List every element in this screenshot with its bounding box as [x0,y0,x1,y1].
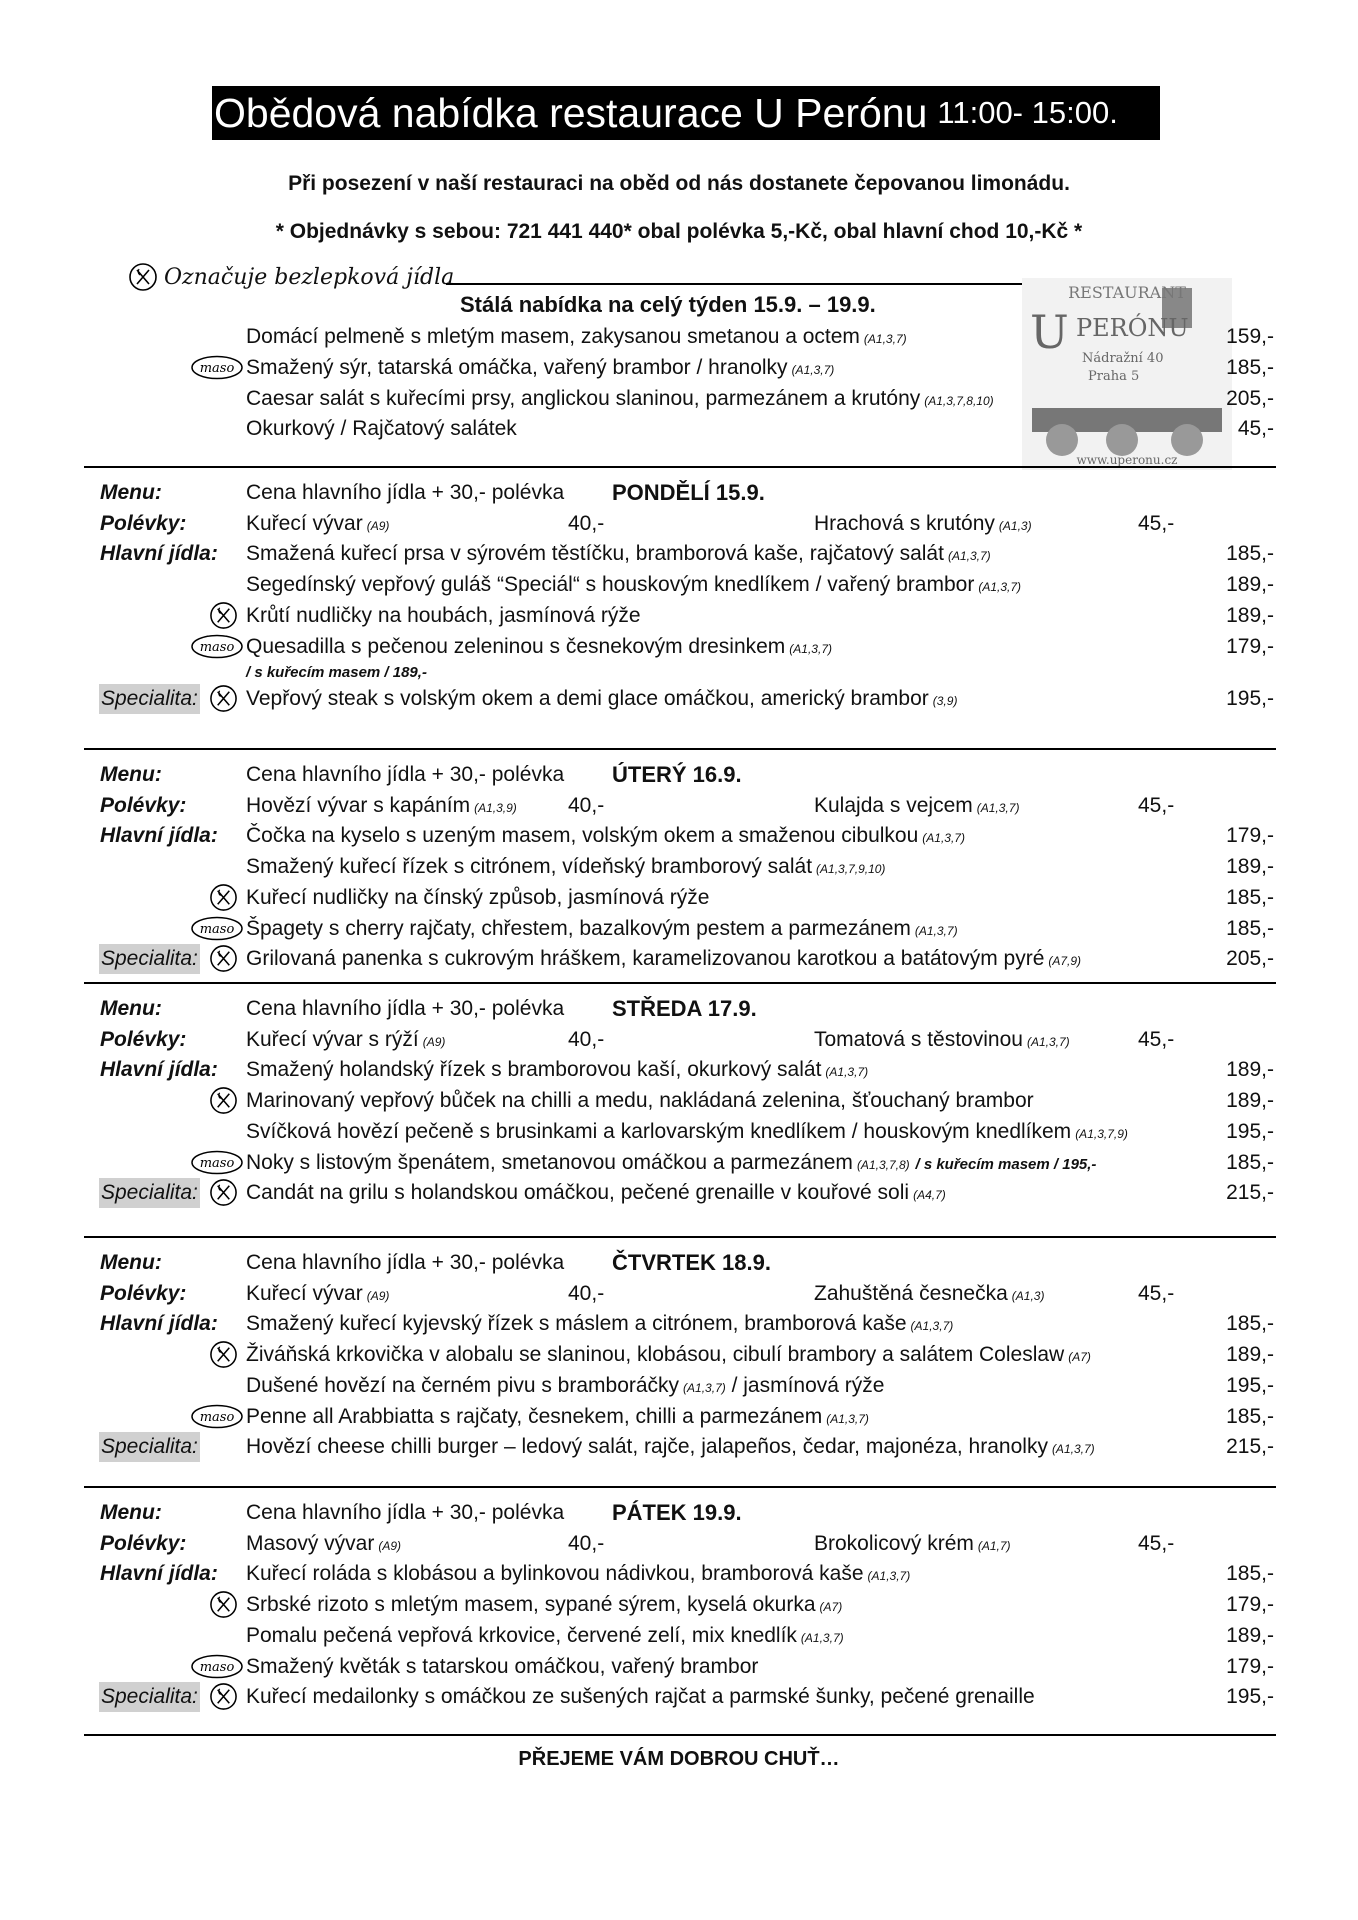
main-dish-row [0,1340,1358,1370]
svg-text:maso: maso [199,639,235,655]
dish-price: 189,- [1226,573,1274,597]
mains-label: Hlavní jídla: [100,824,218,848]
dish-price: 179,- [1226,634,1274,658]
soups-label: Polévky: [100,1531,187,1555]
maso-badge-icon [190,1404,244,1429]
dish-price: 195,- [1226,1373,1274,1397]
weekly-offer-title: Stálá nabídka na celý týden 15.9. – 19.9. [460,292,876,317]
soup-1: Masový vývar (A9) [246,1531,402,1555]
dish-price: 179,- [1226,824,1274,848]
main-dish-row [0,914,1358,944]
menu-price-text: Cena hlavního jídla + 30,- polévka [246,1251,565,1274]
dish-name: Okurkový / Rajčatový salátek [246,417,517,440]
page-title [212,86,1160,140]
main-dish-row [0,883,1358,913]
gluten-free-icon [209,1086,238,1115]
gluten-free-icon [209,1340,238,1369]
special-row [0,1178,1358,1208]
dish-price: 215,- [1226,1435,1274,1459]
menu-row [0,760,1358,790]
soups-label: Polévky: [100,1027,187,1051]
soups-row [0,791,1358,821]
dish-name: Krůtí nudličky na houbách, jasmínová rýže [246,603,641,627]
soups-label: Polévky: [100,793,187,817]
svg-text:maso: maso [199,921,235,937]
dish-price: 205,- [1226,387,1274,410]
dish-price: 189,- [1226,1089,1274,1113]
dish-name: Quesadilla s pečenou zeleninou s česnekovým dresinkem (A1,3,7) [246,634,832,658]
dish-name: Domácí pelmeně s mletým masem, zakysanou smetanou a octem (A1,3,7) [246,325,907,348]
special-row [0,1682,1358,1712]
special-row [0,684,1358,714]
dish-name: Čočka na kyselo s uzeným masem, volským okem a smaženou cibulkou (A1,3,7) [246,824,965,848]
soups-row [0,1279,1358,1309]
main-dish-row [0,821,1358,851]
maso-badge-icon [190,355,244,380]
maso-badge-icon [190,1654,244,1679]
soups-row [0,509,1358,539]
mains-label: Hlavní jídla: [100,1058,218,1082]
dish-name: Smažený květák s tatarskou omáčkou, vařený brambor [246,1654,759,1678]
soup-2: Tomatová s těstovinou (A1,3,7) [814,1027,1070,1051]
menu-price-text: Cena hlavního jídla + 30,- polévka [246,997,565,1020]
dish-name: Marinovaný vepřový bůček na chilli a medu, nakládaná zelenina, šťouchaný brambor [246,1089,1034,1113]
soup-1-price: 40,- [568,1281,605,1305]
dish-name: Smažený sýr, tatarská omáčka, vařený brambor / hranolky (A1,3,7) [246,356,835,379]
dish-name: Pomalu pečená vepřová krkovice, červené zelí, mix knedlík (A1,3,7) [246,1623,844,1647]
menu-label: Menu: [100,481,162,504]
main-dish-row [0,1086,1358,1116]
weekly-item [0,414,1358,444]
menu-label: Menu: [100,1501,162,1524]
special-label: Specialita: [99,944,200,974]
special-label: Specialita: [99,684,200,714]
special-row [0,944,1358,974]
main-dish-row [0,1148,1358,1178]
dish-name: Kuřecí nudličky na čínský způsob, jasmínová rýže [246,885,710,909]
dish-price: 189,- [1226,1623,1274,1647]
intro-takeaway: * Objednávky s sebou: 721 441 440* obal polévka 5,-Kč, obal hlavní chod 10,-Kč * [275,220,1083,243]
dish-name: Kuřecí roláda s klobásou a bylinkovou nádivkou, bramborová kaše (A1,3,7) [246,1562,911,1586]
dish-name: Caesar salát s kuřecími prsy, anglickou slaninou, parmezánem a krutóny (A1,3,7,8,10) [246,387,994,410]
logo-restaurant: RESTAURANT [1068,283,1186,302]
soup-1: Kuřecí vývar (A9) [246,511,390,535]
main-dish-row [0,1055,1358,1085]
menu-row [0,478,1358,508]
soup-2: Zahuštěná česnečka (A1,3) [814,1281,1045,1305]
dish-price: 185,- [1226,885,1274,909]
dish-name: Grilovaná panenka s cukrovým hráškem, karamelizovanou karotkou a batátovým pyré (A7,9) [246,947,1082,971]
special-label: Specialita: [99,1682,200,1712]
dish-price: 159,- [1226,325,1274,348]
soup-2-price: 45,- [1138,1027,1175,1051]
menu-row [0,994,1358,1024]
dish-name: Špagety s cherry rajčaty, chřestem, bazalkovým pestem a parmezánem (A1,3,7) [246,916,958,940]
soup-2-price: 45,- [1138,1281,1175,1305]
mains-label: Hlavní jídla: [100,1312,218,1336]
dish-price: 195,- [1226,1119,1274,1143]
menu-label: Menu: [100,997,162,1020]
soup-2-price: 45,- [1138,1531,1175,1555]
section-divider [84,1236,1276,1238]
section-divider [84,982,1276,984]
dish-name: Svíčková hovězí pečeně s brusinkami a karlovarským knedlíkem / houskovým knedlíkem (A1,3,7,9) [246,1119,1128,1143]
section-divider [84,466,1276,468]
menu-row [0,1498,1358,1528]
dish-price: 185,- [1226,356,1274,379]
main-dish-row [0,1559,1358,1589]
maso-badge-icon [190,634,244,659]
dish-name: Smažená kuřecí prsa v sýrovém těstíčku, bramborová kaše, rajčatový salát (A1,3,7) [246,542,991,566]
dish-price: 185,- [1226,1404,1274,1428]
soup-1-price: 40,- [568,793,605,817]
dish-price: 45,- [1237,417,1274,440]
soups-row [0,1529,1358,1559]
soup-1-price: 40,- [568,1027,605,1051]
title-main: Obědová nabídka restaurace U Perónu [214,89,928,136]
maso-badge-icon [190,1150,244,1175]
day-heading: ÚTERÝ 16.9. [612,762,742,787]
gluten-free-icon [209,883,238,912]
dish-price: 189,- [1226,1343,1274,1367]
soup-2-price: 45,- [1138,511,1175,535]
gluten-free-icon [128,262,158,292]
dish-name: Dušené hovězí na černém pivu s bramboráčky (A1,3,7) / jasmínová rýže [246,1373,885,1397]
dish-price: 185,- [1226,1562,1274,1586]
day-heading: PONDĚLÍ 15.9. [612,480,765,505]
day-heading: PÁTEK 19.9. [612,1500,742,1525]
sub-note: / s kuřecím masem / 189,- [246,664,427,682]
dish-name: Smažený kuřecí řízek s citrónem, vídeňský bramborový salát (A1,3,7,9,10) [246,855,886,879]
dish-price: 179,- [1226,1654,1274,1678]
soup-1: Hovězí vývar s kapáním (A1,3,9) [246,793,517,817]
menu-price-text: Cena hlavního jídla + 30,- polévka [246,1501,565,1524]
main-dish-row [0,852,1358,882]
gluten-free-icon [209,944,238,973]
soups-row [0,1025,1358,1055]
mains-label: Hlavní jídla: [100,542,218,566]
dish-name: Smažený kuřecí kyjevský řízek s máslem a citrónem, bramborová kaše (A1,3,7) [246,1312,954,1336]
logo-city: Praha 5 [1088,369,1140,384]
logo-web: www.uperonu.cz [1076,453,1178,467]
soup-1-price: 40,- [568,511,605,535]
gluten-free-icon [209,601,238,630]
dish-price: 185,- [1226,542,1274,566]
special-label: Specialita: [99,1432,200,1462]
dish-name: Candát na grilu s holandskou omáčkou, pečené grenaille v kouřové soli (A4,7) [246,1181,946,1205]
gluten-free-icon [209,1590,238,1619]
soup-1: Kuřecí vývar s rýží (A9) [246,1027,446,1051]
main-dish-row [0,632,1358,662]
dish-price: 185,- [1226,1312,1274,1336]
title-hours: 11:00- 15:00. [937,95,1118,130]
dish-price: 189,- [1226,1058,1274,1082]
dish-price: 195,- [1226,1685,1274,1709]
special-row [0,1432,1358,1462]
logo-u: U [1030,305,1069,359]
svg-text:maso: maso [199,361,235,376]
menu-price-text: Cena hlavního jídla + 30,- polévka [246,481,565,504]
svg-text:maso: maso [199,1155,235,1171]
weekly-item [0,353,1358,383]
main-dish-row [0,1621,1358,1651]
weekly-item [0,322,1358,352]
soup-2-price: 45,- [1138,793,1175,817]
svg-text:maso: maso [199,1659,235,1675]
main-dish-row [0,539,1358,569]
dish-price: 189,- [1226,603,1274,627]
gluten-free-icon [209,1682,238,1711]
footer-greeting: PŘEJEME VÁM DOBROU CHUŤ… [518,1748,840,1770]
section-divider [84,1734,1276,1736]
weekly-item [0,384,1358,414]
maso-badge-icon [190,916,244,941]
logo-peronu: PERÓNU [1076,314,1189,342]
dish-name: Živáňská krkovička v alobalu se slaninou, klobásou, cibulí brambory a salátem Coleslaw (A7) [246,1343,1091,1367]
gluten-free-legend-text: Označuje bezlepková jídla [164,264,455,290]
dish-name: Hovězí cheese chilli burger – ledový salát, rajče, jalapeños, čedar, majonéza, hranolky (A1,3,7) [246,1435,1095,1459]
dish-name: Penne all Arabbiatta s rajčaty, česnekem, chilli a parmezánem (A1,3,7) [246,1404,869,1428]
dish-price: 185,- [1226,1150,1274,1174]
day-heading: ČTVRTEK 18.9. [612,1250,771,1275]
intro-lemonade: Při posezení v naší restauraci na oběd od nás dostanete čepovanou limonádu. [288,172,1070,195]
soup-1-price: 40,- [568,1531,605,1555]
main-dish-row [0,601,1358,631]
dish-price: 179,- [1226,1593,1274,1617]
dish-name: Vepřový steak s volským okem a demi glace omáčkou, americký brambor (3,9) [246,687,958,711]
mains-label: Hlavní jídla: [100,1562,218,1586]
soup-2: Brokolicový krém (A1,7) [814,1531,1011,1555]
dish-name: Kuřecí medailonky s omáčkou ze sušených rajčat a parmské šunky, pečené grenaille [246,1685,1035,1709]
dish-price: 185,- [1226,916,1274,940]
gluten-free-icon [209,1178,238,1207]
special-label: Specialita: [99,1178,200,1208]
main-dish-row [0,1652,1358,1682]
main-dish-row [0,1590,1358,1620]
section-divider [84,1486,1276,1488]
main-dish-row [0,1309,1358,1339]
soup-2: Kulajda s vejcem (A1,3,7) [814,793,1020,817]
soup-1: Kuřecí vývar (A9) [246,1281,390,1305]
menu-label: Menu: [100,1251,162,1274]
dish-price: 205,- [1226,947,1274,971]
svg-text:maso: maso [199,1409,235,1425]
dish-name: Smažený holandský řízek s bramborovou kaší, okurkový salát (A1,3,7) [246,1058,869,1082]
gluten-free-icon [209,684,238,713]
menu-price-text: Cena hlavního jídla + 30,- polévka [246,763,565,786]
main-dish-row [0,1402,1358,1432]
soup-2: Hrachová s krutóny (A1,3) [814,511,1032,535]
dish-price: 189,- [1226,855,1274,879]
logo-street: Nádražní 40 [1082,351,1164,366]
section-divider [84,748,1276,750]
menu-row [0,1248,1358,1278]
dish-name: Noky s listovým špenátem, smetanovou omáčkou a parmezánem (A1,3,7,8) / s kuřecím masem / 195,- [246,1150,1097,1174]
dish-name: Segedínský vepřový guláš “Speciál“ s houskovým knedlíkem / vařený brambor (A1,3,7) [246,573,1022,597]
main-dish-row [0,1117,1358,1147]
main-dish-row [0,1371,1358,1401]
dish-price: 195,- [1226,687,1274,711]
dish-name: Srbské rizoto s mletým masem, sypané sýrem, kyselá okurka (A7) [246,1593,843,1617]
soups-label: Polévky: [100,1281,187,1305]
menu-label: Menu: [100,763,162,786]
soups-label: Polévky: [100,511,187,535]
gluten-free-legend [128,262,454,292]
dish-price: 215,- [1226,1181,1274,1205]
day-heading: STŘEDA 17.9. [612,996,757,1021]
main-dish-row [0,570,1358,600]
